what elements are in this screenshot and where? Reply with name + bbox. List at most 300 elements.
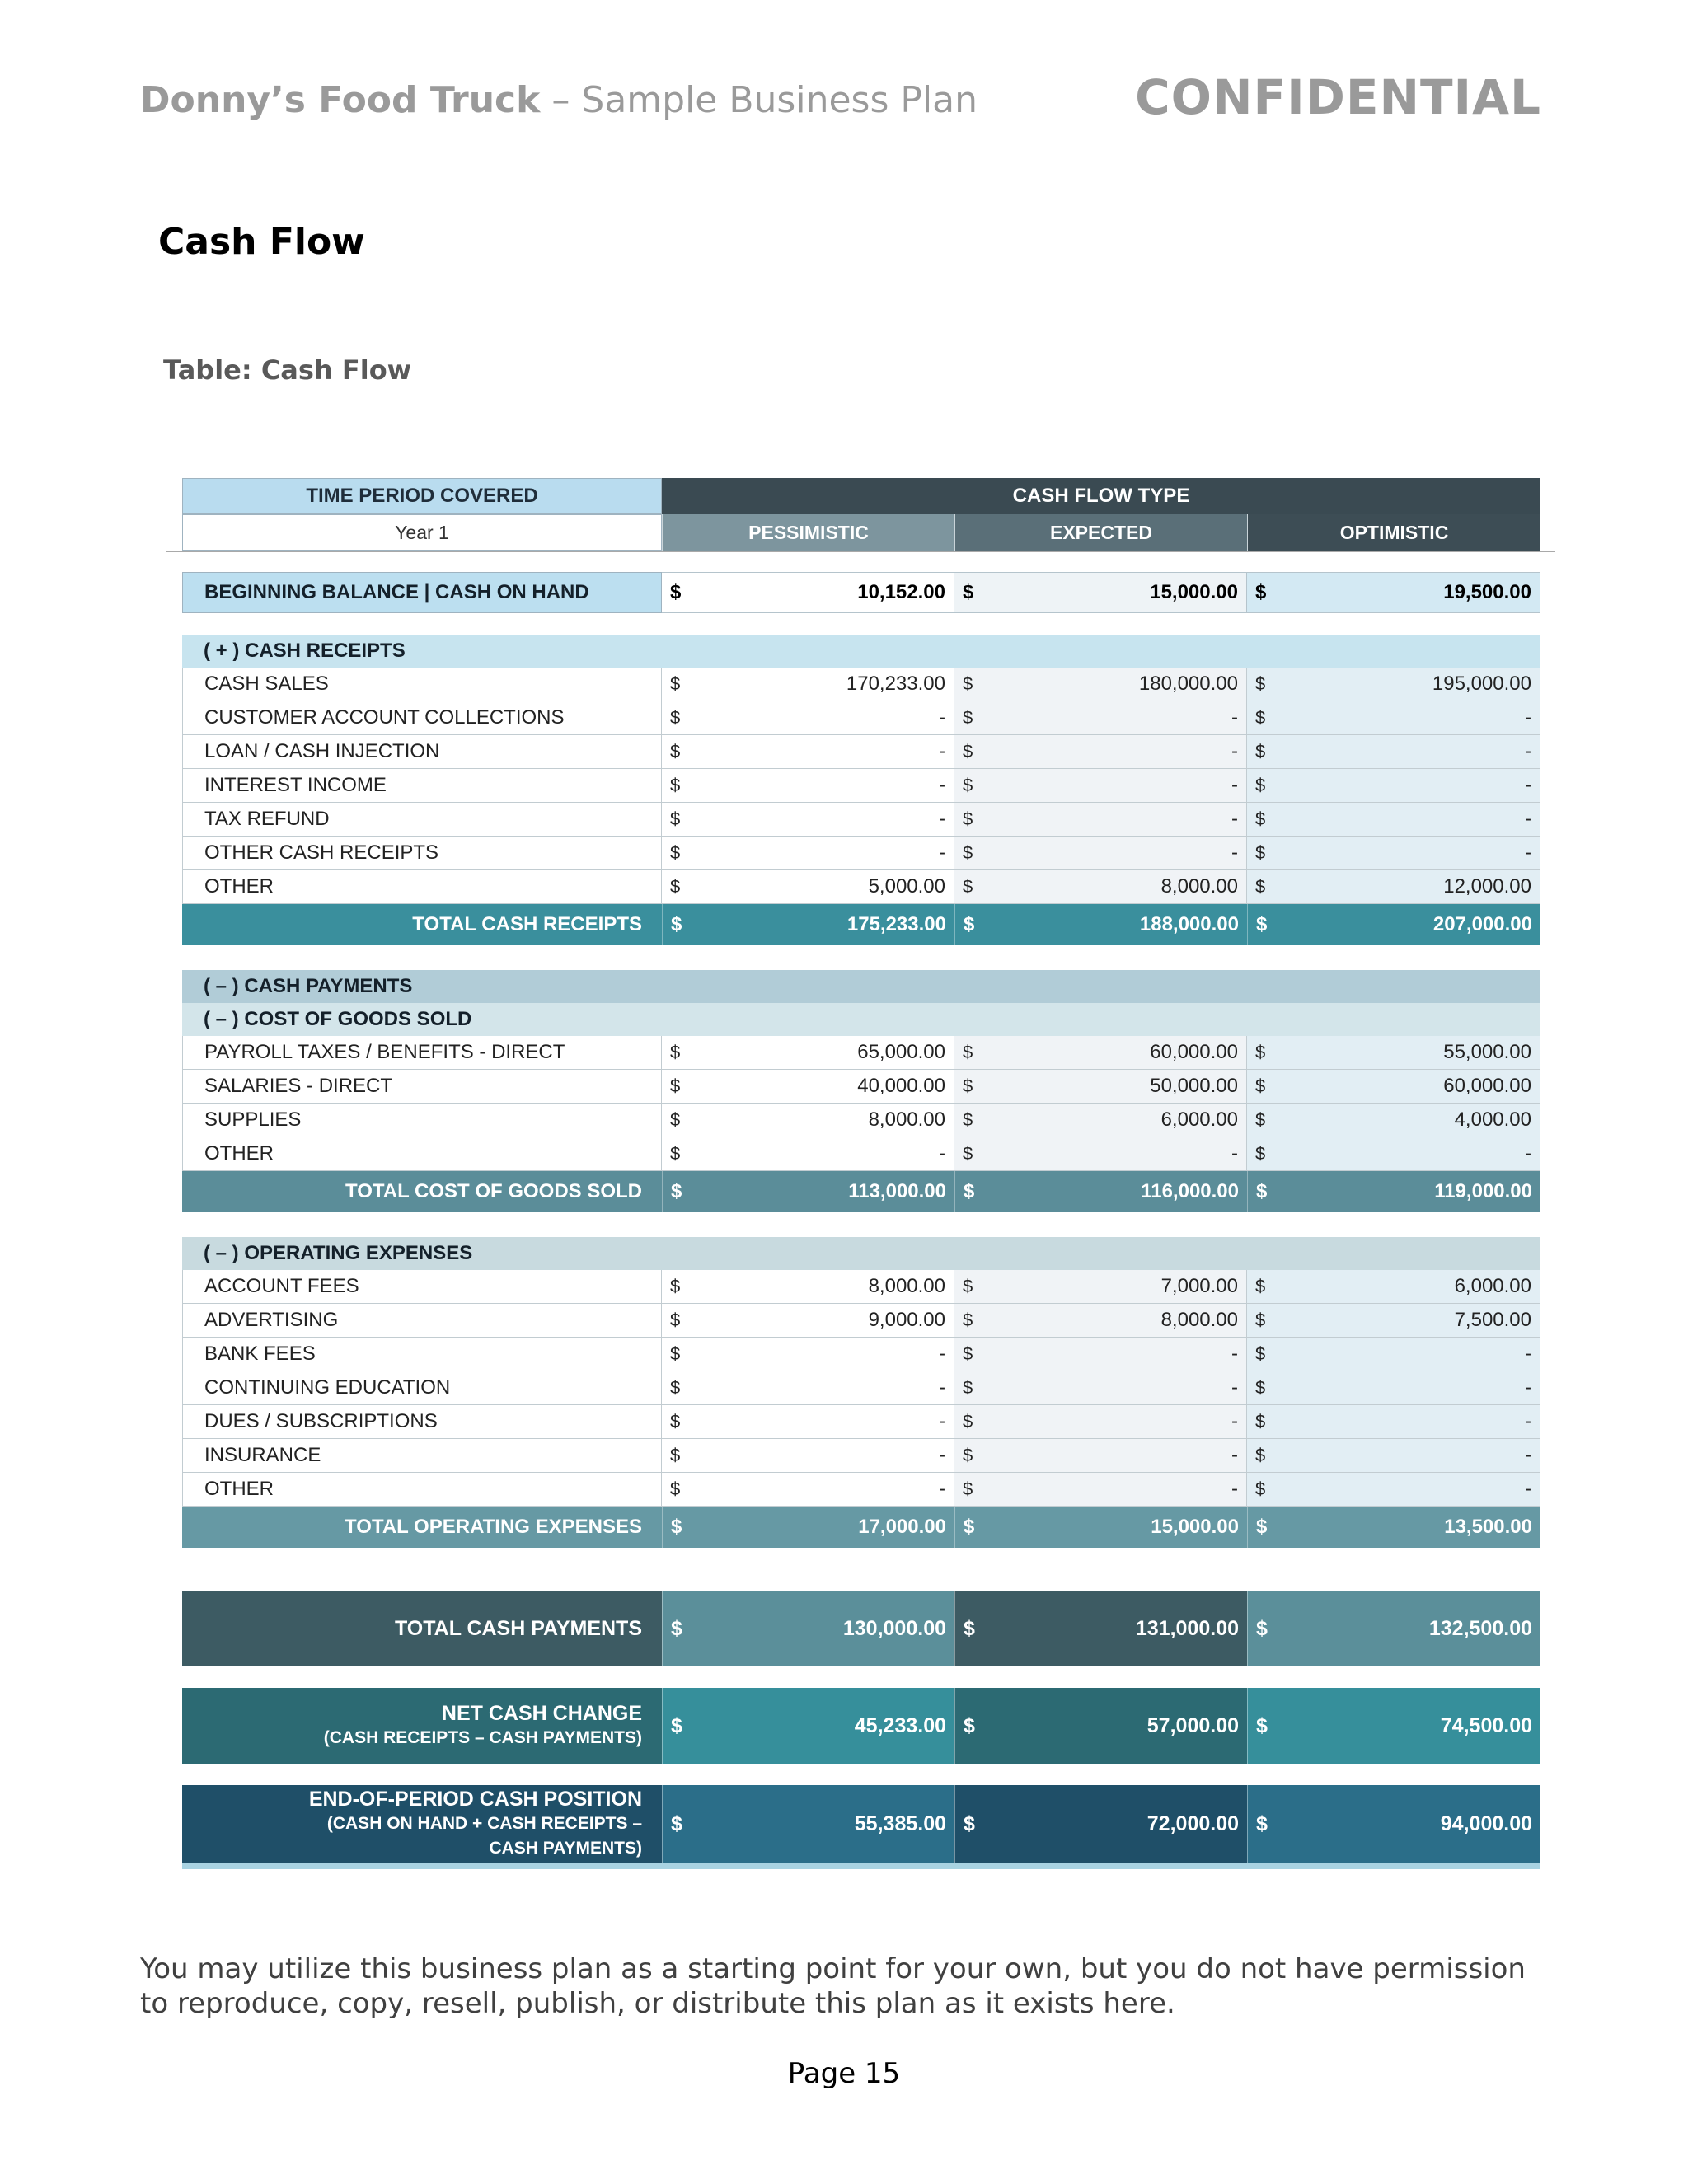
currency-symbol: $ [963,1411,973,1432]
amount: 113,000.00 [848,1180,946,1202]
currency-symbol: $ [670,1276,681,1296]
currency-symbol: $ [1255,775,1266,795]
value-cell [954,1405,1247,1439]
table-bottom-bar [182,1863,1540,1869]
amount: 17,000.00 [858,1516,946,1538]
value-cell [954,769,1247,803]
amount: - [1231,841,1238,864]
total-cash-payments-row [182,1591,1540,1666]
summary-sublabel: (CASH RECEIPTS – CASH PAYMENTS) [323,1728,642,1747]
table-row [182,1371,1540,1405]
value-cell [954,1104,1247,1137]
amount: 57,000.00 [1146,1713,1239,1737]
page-number: Page 15 [787,2057,901,2090]
value-cell [954,1688,1247,1764]
currency-symbol: $ [670,1479,681,1499]
row-label: CONTINUING EDUCATION [182,1371,662,1405]
row-label: TAX REFUND [182,803,662,837]
value-cell [662,803,954,837]
value-cell [662,769,954,803]
amount: - [1525,1444,1531,1466]
usage-footnote: You may utilize this business plan as a starting point for your own, but you do not have permission to reproduce, copy, resell, publish, or distribute this plan as it exists here. [140,1952,1526,2020]
currency-symbol: $ [1255,1377,1266,1398]
amount: - [1231,1410,1238,1432]
currency-symbol: $ [963,673,973,694]
amount: - [939,1410,945,1432]
amount: 12,000.00 [1443,875,1531,898]
value-cell [662,1473,954,1507]
amount: - [1231,706,1238,729]
currency-symbol: $ [670,1143,681,1164]
amount: 5,000.00 [868,875,945,898]
value-cell [1247,1304,1540,1338]
currency-symbol: $ [1255,1445,1266,1465]
table-row [182,1338,1540,1371]
value-cell [1247,1439,1540,1473]
amount: 188,000.00 [1139,913,1239,935]
currency-symbol: $ [1255,876,1266,897]
currency-symbol: $ [670,1042,681,1062]
currency-symbol: $ [963,1276,973,1296]
amount: 60,000.00 [1150,1041,1238,1063]
currency-symbol: $ [670,1411,681,1432]
value-cell [662,904,954,945]
value-cell [954,1785,1247,1863]
amount: - [939,740,945,762]
value-cell [662,837,954,870]
currency-symbol: $ [964,1616,975,1640]
table-row [182,1104,1540,1137]
amount: 45,233.00 [854,1713,946,1737]
value-cell [1247,701,1540,735]
value-cell [662,1591,954,1666]
amount: 132,500.00 [1428,1616,1532,1640]
currency-symbol: $ [1255,1143,1266,1164]
amount: - [1525,841,1531,864]
value-cell [662,1785,954,1863]
total-cogs-row [182,1171,1540,1212]
table-row [182,1473,1540,1507]
value-cell [662,1137,954,1171]
amount: 116,000.00 [1141,1180,1239,1202]
currency-symbol: $ [964,1811,975,1835]
total-label: TOTAL CASH RECEIPTS [412,913,642,935]
currency-symbol: $ [670,1310,681,1330]
amount: - [1231,1444,1238,1466]
amount: 8,000.00 [1160,875,1238,898]
amount: 8,000.00 [1160,1309,1238,1331]
section-title: Cash Flow [158,221,365,263]
value-cell [954,1304,1247,1338]
row-label: OTHER CASH RECEIPTS [182,837,662,870]
amount: 19,500.00 [1443,581,1531,603]
table-caption: Table: Cash Flow [163,354,412,386]
currency-symbol: $ [671,1616,682,1640]
value-cell [662,668,954,701]
amount: 40,000.00 [857,1075,945,1097]
summary-label [182,1688,662,1764]
document-header-title [140,79,978,121]
table-row [182,1036,1540,1070]
currency-symbol: $ [963,1109,973,1130]
row-label: INTEREST INCOME [182,769,662,803]
amount: 15,000.00 [1150,581,1238,603]
row-label: OTHER [182,1137,662,1171]
value-cell [1247,1338,1540,1371]
column-optimistic: OPTIMISTIC [1247,514,1540,551]
amount: 50,000.00 [1150,1075,1238,1097]
amount: 6,000.00 [1454,1275,1531,1297]
amount: - [1525,740,1531,762]
row-label: BANK FEES [182,1338,662,1371]
amount: 65,000.00 [857,1041,945,1063]
value-cell [1247,1137,1540,1171]
amount: - [1525,1410,1531,1432]
value-cell [1247,1270,1540,1304]
currency-symbol: $ [1256,1616,1268,1640]
currency-symbol: $ [670,1076,681,1096]
amount: 4,000.00 [1454,1108,1531,1131]
value-cell [662,1371,954,1405]
currency-symbol: $ [670,775,681,795]
currency-symbol: $ [963,1076,973,1096]
currency-symbol: $ [671,1811,682,1835]
currency-symbol: $ [963,1343,973,1364]
value-cell [662,735,954,769]
row-label: INSURANCE [182,1439,662,1473]
value-cell [1247,870,1540,904]
cash-payments-heading: ( – ) CASH PAYMENTS [182,970,1540,1003]
currency-symbol: $ [670,581,682,603]
row-label: OTHER [182,870,662,904]
currency-symbol: $ [1256,1180,1268,1202]
currency-symbol: $ [963,741,973,762]
header-divider [166,551,1555,552]
table-row [182,1270,1540,1304]
amount: - [1525,706,1531,729]
column-pessimistic: PESSIMISTIC [662,514,954,551]
currency-symbol: $ [1255,1411,1266,1432]
value-cell [954,904,1247,945]
amount: - [1525,1343,1531,1365]
currency-symbol: $ [670,707,681,728]
row-label: PAYROLL TAXES / BENEFITS - DIRECT [182,1036,662,1070]
currency-symbol: $ [963,1310,973,1330]
cogs-heading: ( – ) COST OF GOODS SOLD [182,1003,1540,1036]
value-cell [1247,837,1540,870]
currency-symbol: $ [963,1042,973,1062]
value-cell [954,1070,1247,1104]
amount: - [1231,740,1238,762]
row-label: ADVERTISING [182,1304,662,1338]
value-cell [662,1171,954,1212]
value-cell [1247,1507,1540,1548]
value-cell [954,668,1247,701]
value-cell [662,1036,954,1070]
currency-symbol: $ [1255,842,1266,863]
table-row [182,837,1540,870]
total-label: TOTAL COST OF GOODS SOLD [345,1180,642,1202]
amount: - [939,774,945,796]
currency-symbol: $ [670,842,681,863]
value-cell [662,870,954,904]
beginning-balance-row [182,572,1540,613]
currency-symbol: $ [1255,1076,1266,1096]
currency-symbol: $ [1255,581,1267,603]
table-row [182,735,1540,769]
amount: 7,000.00 [1160,1275,1238,1297]
currency-symbol: $ [963,1143,973,1164]
value-cell [662,1104,954,1137]
amount: 119,000.00 [1434,1180,1532,1202]
value-cell [1247,735,1540,769]
currency-symbol: $ [963,581,974,603]
currency-symbol: $ [671,1713,682,1737]
currency-symbol: $ [670,1109,681,1130]
currency-symbol: $ [670,876,681,897]
time-period-label: TIME PERIOD COVERED [182,478,662,514]
currency-symbol: $ [963,1445,973,1465]
currency-symbol: $ [963,1479,973,1499]
value-cell [662,1304,954,1338]
value-cell [954,1507,1247,1548]
row-label: DUES / SUBSCRIPTIONS [182,1405,662,1439]
currency-symbol: $ [963,842,973,863]
row-label: CASH SALES [182,668,662,701]
currency-symbol: $ [1255,1479,1266,1499]
amount: 55,385.00 [854,1811,946,1835]
amount: - [939,1444,945,1466]
currency-symbol: $ [964,1180,975,1202]
currency-symbol: $ [964,913,975,935]
value-cell [1247,769,1540,803]
table-row [182,870,1540,904]
value-cell [954,701,1247,735]
currency-symbol: $ [963,876,973,897]
value-cell [1247,1070,1540,1104]
currency-symbol: $ [670,1343,681,1364]
currency-symbol: $ [670,808,681,829]
table-row [182,769,1540,803]
currency-symbol: $ [670,1377,681,1398]
value-cell [662,701,954,735]
total-cash-receipts-row [182,904,1540,945]
amount: - [939,1376,945,1399]
amount: 8,000.00 [868,1275,945,1297]
amount: 9,000.00 [868,1309,945,1331]
end-of-period-cash-position-row [182,1785,1540,1863]
amount: 15,000.00 [1151,1516,1239,1538]
time-period-value: Year 1 [182,514,662,551]
cash-receipts-heading: ( + ) CASH RECEIPTS [182,635,1540,668]
row-label: OTHER [182,1473,662,1507]
amount: 207,000.00 [1432,913,1532,935]
confidential-label: CONFIDENTIAL [1135,69,1541,125]
value-cell [954,1036,1247,1070]
value-cell [954,1591,1247,1666]
value-cell [954,1473,1247,1507]
value-cell [662,1507,954,1548]
amount: - [1525,808,1531,830]
value-cell [1247,1688,1540,1764]
table-row [182,1304,1540,1338]
value-cell [954,1371,1247,1405]
cash-flow-type-label: CASH FLOW TYPE [662,478,1540,514]
value-cell [1247,803,1540,837]
currency-symbol: $ [1256,1516,1268,1538]
cash-flow-table [182,478,1540,1869]
amount: - [939,1142,945,1165]
summary-label [182,1591,662,1666]
value-cell [662,1405,954,1439]
amount: 72,000.00 [1146,1811,1239,1835]
amount: 13,500.00 [1444,1516,1532,1538]
value-cell [954,1338,1247,1371]
value-cell [662,1070,954,1104]
amount: - [1231,1376,1238,1399]
cogs-rows [182,1036,1540,1171]
table-row [182,1137,1540,1171]
value-cell [662,1439,954,1473]
table-row [182,701,1540,735]
currency-symbol: $ [671,1180,682,1202]
currency-symbol: $ [1255,1310,1266,1330]
summary-label [182,1785,662,1863]
currency-symbol: $ [1255,741,1266,762]
amount: - [939,841,945,864]
currency-symbol: $ [670,673,681,694]
amount: 175,233.00 [846,913,946,935]
total-label: TOTAL OPERATING EXPENSES [345,1516,642,1538]
amount: - [1525,1376,1531,1399]
amount: - [1231,1142,1238,1165]
opex-rows [182,1270,1540,1507]
currency-symbol: $ [1255,1276,1266,1296]
amount: - [1525,774,1531,796]
currency-symbol: $ [1255,1042,1266,1062]
value-cell [954,735,1247,769]
currency-symbol: $ [671,913,682,935]
amount: 131,000.00 [1135,1616,1239,1640]
table-row [182,668,1540,701]
row-label: SUPPLIES [182,1104,662,1137]
currency-symbol: $ [963,775,973,795]
currency-symbol: $ [1256,1811,1268,1835]
amount: - [1525,1478,1531,1500]
table-header-row-2 [182,514,1540,551]
currency-symbol: $ [1255,673,1266,694]
currency-symbol: $ [1255,808,1266,829]
value-cell [954,572,1247,613]
row-label: CUSTOMER ACCOUNT COLLECTIONS [182,701,662,735]
row-label: LOAN / CASH INJECTION [182,735,662,769]
cash-receipts-rows [182,668,1540,904]
amount: 94,000.00 [1440,1811,1532,1835]
currency-symbol: $ [963,1377,973,1398]
value-cell [1247,1405,1540,1439]
row-label: SALARIES - DIRECT [182,1070,662,1104]
table-row [182,1405,1540,1439]
value-cell [1247,1171,1540,1212]
row-label: ACCOUNT FEES [182,1270,662,1304]
table-row [182,1439,1540,1473]
amount: 60,000.00 [1443,1075,1531,1097]
value-cell [1247,1785,1540,1863]
row-label: BEGINNING BALANCE | CASH ON HAND [182,572,662,613]
currency-symbol: $ [1255,1109,1266,1130]
table-row [182,803,1540,837]
net-cash-change-row [182,1688,1540,1764]
amount: 10,152.00 [857,581,945,603]
amount: - [939,1343,945,1365]
value-cell [954,1171,1247,1212]
currency-symbol: $ [963,707,973,728]
value-cell [1247,1371,1540,1405]
value-cell [954,1137,1247,1171]
table-row [182,1070,1540,1104]
column-expected: EXPECTED [954,514,1247,551]
amount: 195,000.00 [1432,673,1531,695]
amount: 74,500.00 [1440,1713,1532,1737]
currency-symbol: $ [670,1445,681,1465]
currency-symbol: $ [964,1516,975,1538]
amount: - [1231,1343,1238,1365]
amount: 55,000.00 [1443,1041,1531,1063]
operating-expenses-heading: ( – ) OPERATING EXPENSES [182,1237,1540,1270]
amount: - [1525,1142,1531,1165]
value-cell [954,803,1247,837]
currency-symbol: $ [963,808,973,829]
value-cell [954,870,1247,904]
value-cell [954,1270,1247,1304]
total-operating-expenses-row [182,1507,1540,1548]
currency-symbol: $ [1256,913,1268,935]
value-cell [1247,572,1540,613]
header-subtitle: Sample Business Plan [581,79,978,121]
table-header-row-1 [182,478,1540,514]
value-cell [662,1338,954,1371]
currency-symbol: $ [670,741,681,762]
value-cell [954,837,1247,870]
amount: - [939,706,945,729]
value-cell [662,572,954,613]
value-cell [1247,668,1540,701]
amount: - [939,808,945,830]
amount: 170,233.00 [846,673,945,695]
value-cell [1247,1104,1540,1137]
amount: 130,000.00 [842,1616,946,1640]
value-cell [1247,1036,1540,1070]
summary-title: NET CASH CHANGE [441,1702,642,1725]
currency-symbol: $ [1256,1713,1268,1737]
amount: - [1231,1478,1238,1500]
value-cell [1247,1591,1540,1666]
amount: 6,000.00 [1160,1108,1238,1131]
amount: - [1231,774,1238,796]
value-cell [662,1688,954,1764]
summary-title: END-OF-PERIOD CASH POSITION [308,1788,642,1811]
amount: 180,000.00 [1138,673,1238,695]
currency-symbol: $ [1255,1343,1266,1364]
value-cell [1247,904,1540,945]
currency-symbol: $ [671,1516,682,1538]
header-separator: – [540,79,582,121]
summary-title: TOTAL CASH PAYMENTS [394,1617,642,1640]
value-cell [662,1270,954,1304]
currency-symbol: $ [1255,707,1266,728]
amount: 7,500.00 [1454,1309,1531,1331]
amount: - [1231,808,1238,830]
